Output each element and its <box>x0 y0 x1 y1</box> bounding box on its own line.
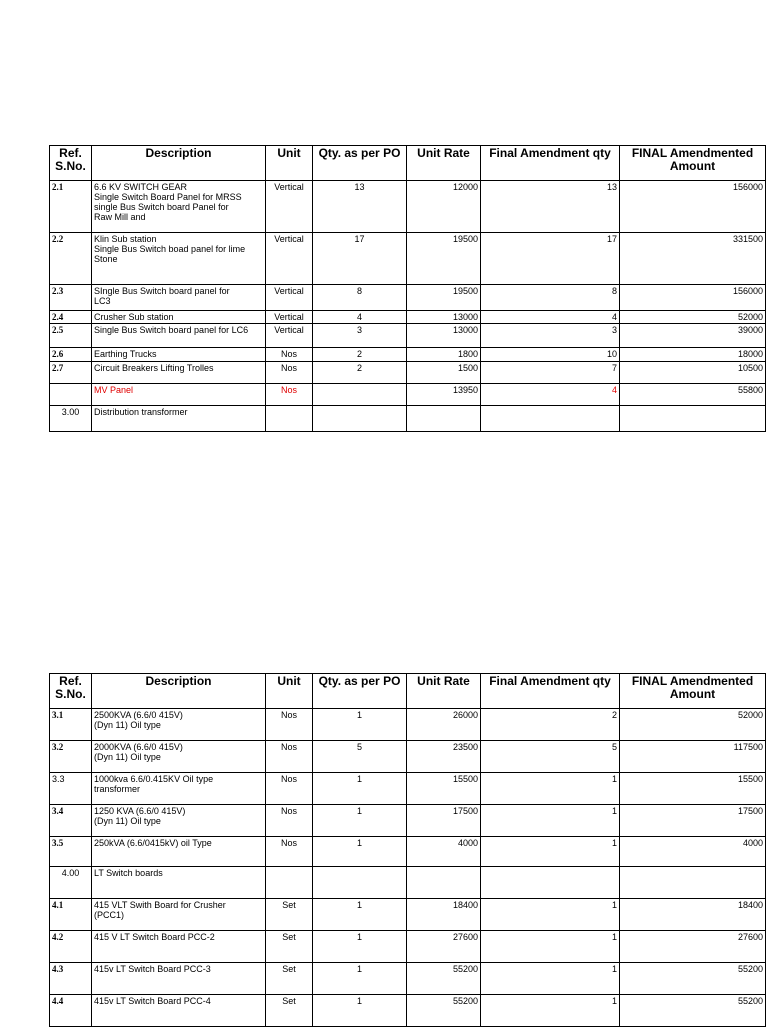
final-qty-cell: 2 <box>481 709 620 741</box>
qty-po-cell: 3 <box>313 324 407 348</box>
description-cell: 415 VLT Swith Board for Crusher (PCC1) <box>92 899 266 931</box>
table-row <box>50 311 766 324</box>
table-row <box>50 963 766 995</box>
table-header-row <box>50 146 766 181</box>
final-amount-cell: 15500 <box>620 773 766 805</box>
table-row <box>50 362 766 384</box>
final-qty-cell <box>481 406 620 432</box>
unit-cell: Vertical <box>266 324 313 348</box>
qty-po-cell: 1 <box>313 709 407 741</box>
final-amount-cell: 55200 <box>620 995 766 1027</box>
unit-cell: Nos <box>266 805 313 837</box>
final-amount-cell: 331500 <box>620 233 766 285</box>
final-qty-header: Final Amendment qty <box>481 146 620 181</box>
final-qty-cell: 8 <box>481 285 620 311</box>
qty-po-cell: 2 <box>313 362 407 384</box>
ref-cell: 4.1 <box>50 899 92 931</box>
ref-cell: 3.4 <box>50 805 92 837</box>
unit-cell: Set <box>266 931 313 963</box>
qty-po-cell: 1 <box>313 963 407 995</box>
final-amount-cell: 17500 <box>620 805 766 837</box>
final-amount-cell: 10500 <box>620 362 766 384</box>
ref-cell: 2.7 <box>50 362 92 384</box>
final-qty-cell: 4 <box>481 311 620 324</box>
description-cell: Klin Sub station Single Bus Switch boad panel for lime Stone <box>92 233 266 285</box>
unit-cell: Set <box>266 899 313 931</box>
table-row <box>50 233 766 285</box>
unit-cell <box>266 406 313 432</box>
qty-po-cell <box>313 384 407 406</box>
ref-cell: 2.1 <box>50 181 92 233</box>
final-qty-cell: 1 <box>481 837 620 867</box>
amendment-table-1 <box>49 145 766 432</box>
final-amount-cell: 18400 <box>620 899 766 931</box>
final-qty-cell: 5 <box>481 741 620 773</box>
table-row <box>50 741 766 773</box>
final-amount-header: FINAL Amendmented Amount <box>620 674 766 709</box>
qty-po-cell <box>313 406 407 432</box>
unit-rate-cell: 17500 <box>407 805 481 837</box>
unit-rate-cell: 1500 <box>407 362 481 384</box>
ref-cell: 3.1 <box>50 709 92 741</box>
ref-cell: 2.4 <box>50 311 92 324</box>
qty-po-header: Qty. as per PO <box>313 674 407 709</box>
description-cell: 2000KVA (6.6/0 415V) (Dyn 11) Oil type <box>92 741 266 773</box>
unit-rate-cell <box>407 867 481 899</box>
description-cell: 2500KVA (6.6/0 415V) (Dyn 11) Oil type <box>92 709 266 741</box>
table-row <box>50 709 766 741</box>
final-qty-cell: 13 <box>481 181 620 233</box>
ref-cell: 4.2 <box>50 931 92 963</box>
unit-cell: Vertical <box>266 233 313 285</box>
ref-cell: 2.2 <box>50 233 92 285</box>
unit-rate-cell: 27600 <box>407 931 481 963</box>
final-qty-cell <box>481 867 620 899</box>
ref-cell: 3.3 <box>50 773 92 805</box>
final-qty-cell: 1 <box>481 995 620 1027</box>
unit-cell: Nos <box>266 384 313 406</box>
description-header: Description <box>92 146 266 181</box>
unit-cell: Nos <box>266 348 313 362</box>
qty-po-cell: 17 <box>313 233 407 285</box>
unit-rate-cell: 19500 <box>407 285 481 311</box>
qty-po-cell: 1 <box>313 995 407 1027</box>
unit-rate-cell: 26000 <box>407 709 481 741</box>
unit-rate-cell: 15500 <box>407 773 481 805</box>
unit-cell: Nos <box>266 362 313 384</box>
unit-rate-cell: 19500 <box>407 233 481 285</box>
unit-rate-cell: 12000 <box>407 181 481 233</box>
unit-rate-cell: 4000 <box>407 837 481 867</box>
ref-cell: 4.4 <box>50 995 92 1027</box>
description-cell: 415 V LT Switch Board PCC-2 <box>92 931 266 963</box>
final-amount-cell: 52000 <box>620 709 766 741</box>
final-amount-cell: 18000 <box>620 348 766 362</box>
unit-rate-cell: 55200 <box>407 963 481 995</box>
description-cell: MV Panel <box>92 384 266 406</box>
unit-rate-cell: 13000 <box>407 311 481 324</box>
final-qty-cell: 1 <box>481 931 620 963</box>
ref-cell: 2.5 <box>50 324 92 348</box>
qty-po-cell: 1 <box>313 931 407 963</box>
final-amount-cell: 39000 <box>620 324 766 348</box>
description-cell: Circuit Breakers Lifting Trolles <box>92 362 266 384</box>
qty-po-cell: 5 <box>313 741 407 773</box>
table-row <box>50 805 766 837</box>
unit-cell: Nos <box>266 773 313 805</box>
qty-po-cell: 1 <box>313 773 407 805</box>
table-row <box>50 899 766 931</box>
ref-cell: 3.00 <box>50 406 92 432</box>
unit-cell: Vertical <box>266 285 313 311</box>
unit-cell: Set <box>266 995 313 1027</box>
final-qty-cell: 7 <box>481 362 620 384</box>
table-row <box>50 285 766 311</box>
final-qty-cell: 17 <box>481 233 620 285</box>
description-cell: Single Bus Switch board panel for LC6 <box>92 324 266 348</box>
final-amount-cell: 52000 <box>620 311 766 324</box>
unit-cell: Vertical <box>266 311 313 324</box>
ref-cell: 4.3 <box>50 963 92 995</box>
final-amount-cell <box>620 406 766 432</box>
qty-po-cell: 1 <box>313 837 407 867</box>
final-qty-cell: 1 <box>481 963 620 995</box>
ref-cell: 2.6 <box>50 348 92 362</box>
description-cell: 250kVA (6.6/0415kV) oil Type <box>92 837 266 867</box>
unit-rate-header: Unit Rate <box>407 674 481 709</box>
unit-header: Unit <box>266 146 313 181</box>
unit-rate-cell: 23500 <box>407 741 481 773</box>
qty-po-cell: 1 <box>313 805 407 837</box>
qty-po-header: Qty. as per PO <box>313 146 407 181</box>
table-row <box>50 181 766 233</box>
table-row <box>50 384 766 406</box>
description-cell: 6.6 KV SWITCH GEAR Single Switch Board Panel for MRSS single Bus Switch board Panel for Raw Mill and <box>92 181 266 233</box>
unit-cell: Nos <box>266 741 313 773</box>
description-cell: 415v LT Switch Board PCC-3 <box>92 963 266 995</box>
description-header: Description <box>92 674 266 709</box>
table-row <box>50 348 766 362</box>
description-cell: Earthing Trucks <box>92 348 266 362</box>
final-amount-cell <box>620 867 766 899</box>
description-cell: Distribution transformer <box>92 406 266 432</box>
final-amount-cell: 156000 <box>620 285 766 311</box>
unit-rate-cell: 18400 <box>407 899 481 931</box>
ref-cell: 4.00 <box>50 867 92 899</box>
table-row <box>50 995 766 1027</box>
final-amount-cell: 4000 <box>620 837 766 867</box>
final-qty-cell: 10 <box>481 348 620 362</box>
unit-rate-cell <box>407 406 481 432</box>
final-qty-cell: 1 <box>481 805 620 837</box>
description-cell: 1000kva 6.6/0.415KV Oil type transformer <box>92 773 266 805</box>
description-cell: SIngle Bus Switch board panel for LC3 <box>92 285 266 311</box>
table-row <box>50 931 766 963</box>
final-amount-header: FINAL Amendmented Amount <box>620 146 766 181</box>
qty-po-cell: 8 <box>313 285 407 311</box>
table-header-row <box>50 674 766 709</box>
qty-po-cell: 4 <box>313 311 407 324</box>
final-qty-cell: 1 <box>481 899 620 931</box>
amendment-table-2 <box>49 673 766 1027</box>
ref-cell: 3.2 <box>50 741 92 773</box>
final-qty-header: Final Amendment qty <box>481 674 620 709</box>
final-qty-cell: 4 <box>481 384 620 406</box>
unit-rate-cell: 55200 <box>407 995 481 1027</box>
unit-rate-header: Unit Rate <box>407 146 481 181</box>
qty-po-cell <box>313 867 407 899</box>
table-row <box>50 324 766 348</box>
ref-cell <box>50 384 92 406</box>
description-cell: 415v LT Switch Board PCC-4 <box>92 995 266 1027</box>
final-amount-cell: 117500 <box>620 741 766 773</box>
unit-rate-cell: 13000 <box>407 324 481 348</box>
final-qty-cell: 3 <box>481 324 620 348</box>
unit-cell: Set <box>266 963 313 995</box>
unit-rate-cell: 1800 <box>407 348 481 362</box>
unit-header: Unit <box>266 674 313 709</box>
description-cell: Crusher Sub station <box>92 311 266 324</box>
ref-header: Ref. S.No. <box>50 674 92 709</box>
ref-cell: 2.3 <box>50 285 92 311</box>
description-cell: LT Switch boards <box>92 867 266 899</box>
description-cell: 1250 KVA (6.6/0 415V) (Dyn 11) Oil type <box>92 805 266 837</box>
unit-cell <box>266 867 313 899</box>
unit-cell: Vertical <box>266 181 313 233</box>
table-row <box>50 837 766 867</box>
final-amount-cell: 55200 <box>620 963 766 995</box>
table-row <box>50 406 766 432</box>
final-amount-cell: 27600 <box>620 931 766 963</box>
ref-cell: 3.5 <box>50 837 92 867</box>
ref-header: Ref. S.No. <box>50 146 92 181</box>
qty-po-cell: 13 <box>313 181 407 233</box>
unit-rate-cell: 13950 <box>407 384 481 406</box>
unit-cell: Nos <box>266 709 313 741</box>
final-amount-cell: 156000 <box>620 181 766 233</box>
unit-cell: Nos <box>266 837 313 867</box>
table-row <box>50 867 766 899</box>
qty-po-cell: 2 <box>313 348 407 362</box>
table-row <box>50 773 766 805</box>
qty-po-cell: 1 <box>313 899 407 931</box>
final-qty-cell: 1 <box>481 773 620 805</box>
final-amount-cell: 55800 <box>620 384 766 406</box>
